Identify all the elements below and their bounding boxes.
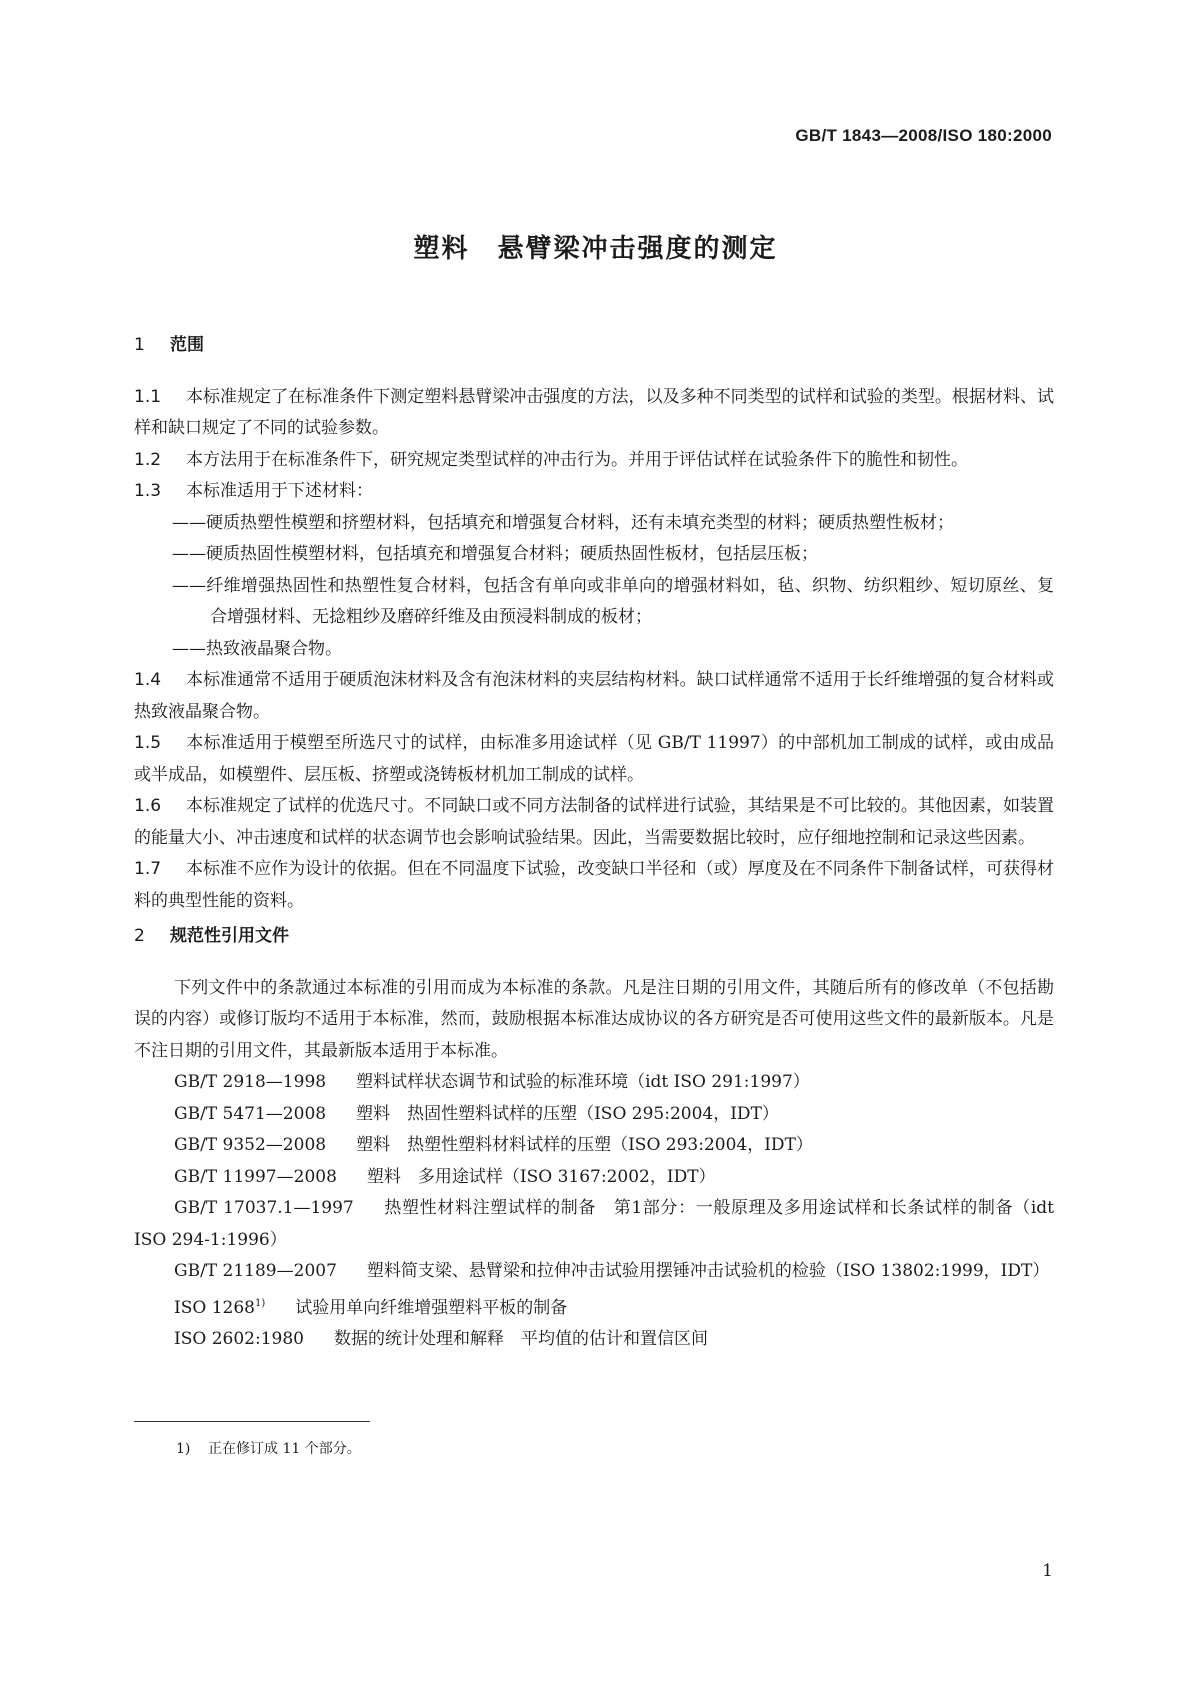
- clause-text: 本标准规定了试样的优选尺寸。不同缺口或不同方法制备的试样进行试验，其结果是不可比较的。其他因素，如装置的能量大小、冲击速度和试样的状态调节也会影响试验结果。因此，当需要数据比较时，应仔细地控制和记录这些因素。: [134, 796, 1054, 848]
- reference-code: ISO 1268: [174, 1297, 255, 1318]
- section-title: 规范性引用文件: [170, 926, 289, 946]
- section-heading-normative-references: [134, 921, 1054, 953]
- standard-code: GB/T 1843—2008/ISO 180:2000: [795, 126, 1052, 145]
- reference-code: ISO 2602:1980: [174, 1329, 304, 1349]
- footnote-marker: 1): [254, 1297, 266, 1309]
- clause-text: 本标准适用于模塑至所选尺寸的试样，由标准多用途试样（见 GB/T 11997）的中部机加工制成的试样，或由成品或半成品，如模塑件、层压板、挤塑或浇铸板材机加工制成的试样。: [134, 733, 1054, 785]
- reference-item: [174, 1130, 1054, 1162]
- reference-item: [174, 1288, 1054, 1325]
- footnote: [176, 1438, 361, 1458]
- clause-number: 1.5: [134, 733, 162, 753]
- clause-text: 本方法用于在标准条件下，研究规定类型试样的冲击行为。并用于评估试样在试验条件下的脆性和韧性。: [186, 449, 968, 470]
- section-heading-scope: [134, 330, 1054, 362]
- reference-title: 数据的统计处理和解释 平均值的估计和置信区间: [333, 1329, 708, 1349]
- reference-code: GB/T 11997—2008: [174, 1166, 337, 1187]
- footnote-text: 正在修订成 11 个部分。: [208, 1441, 361, 1457]
- clause-number: 1.7: [134, 859, 162, 879]
- document-title: 塑料 悬臂梁冲击强度的测定: [413, 234, 778, 264]
- clause-1-1: [134, 382, 1054, 445]
- reference-code: GB/T 2918—1998: [174, 1072, 327, 1092]
- clause-text: 本标准规定了在标准条件下测定塑料悬臂梁冲击强度的方法，以及多种不同类型的试样和试验的类型。根据材料、试样和缺口规定了不同的试验参数。: [134, 386, 1054, 438]
- list-item: ——纤维增强热固性和热塑性复合材料，包括含有单向或非单向的增强材料如，毡、织物、纺织粗纱、短切原丝、复合增强材料、无捻粗纱及磨碎纤维及由预浸料制成的板材；: [172, 575, 1054, 627]
- clause-1-6: [134, 791, 1054, 854]
- clause-1-5: [134, 728, 1054, 791]
- reference-item: [134, 1193, 1054, 1256]
- clause-1-7: [134, 854, 1054, 917]
- clause-text: 本标准通常不适用于硬质泡沫材料及含有泡沫材料的夹层结构材料。缺口试样通常不适用于长纤维增强的复合材料或热致液晶聚合物。: [134, 670, 1054, 722]
- reference-title: 热塑性材料注塑试样的制备 第1部分：一般原理及多用途试样和长条试样的制备（idt ISO 294-1:1996）: [134, 1198, 1054, 1250]
- clause-number: 1.1: [134, 386, 162, 407]
- reference-code: GB/T 21189—2007: [174, 1261, 337, 1281]
- list-item: ——硬质热固性模塑材料，包括填充和增强复合材料；硬质热固性板材，包括层压板；: [172, 544, 818, 564]
- reference-item: [174, 1324, 1054, 1356]
- clause-number: 1.4: [134, 670, 162, 690]
- clause-text: 本标准适用于下述材料：: [186, 481, 373, 501]
- clause-text: 本标准不应作为设计的依据。但在不同温度下试验，改变缺口半径和（或）厚度及在不同条件下制备试样，可获得材料的典型性能的资料。: [134, 859, 1054, 911]
- list-item: ——硬质热塑性模塑和挤塑材料，包括填充和增强复合材料，还有未填充类型的材料；硬质热塑性板材；: [172, 512, 954, 533]
- section-number: 1: [134, 335, 145, 355]
- reference-title: 塑料 多用途试样（ISO 3167:2002，IDT）: [366, 1166, 716, 1187]
- reference-title: 试验用单向纤维增强塑料平板的制备: [295, 1297, 568, 1318]
- section-number: 2: [134, 926, 145, 946]
- footnote-divider: [134, 1421, 370, 1422]
- reference-title: 塑料试样状态调节和试验的标准环境（idt ISO 291:1997）: [356, 1072, 810, 1092]
- clause-1-2: [134, 445, 1054, 477]
- clause-1-4: [134, 665, 1054, 728]
- footnote-mark: 1): [176, 1441, 191, 1457]
- reference-code: GB/T 17037.1—1997: [174, 1198, 354, 1218]
- reference-item: [174, 1162, 1054, 1194]
- reference-item: [134, 1256, 1054, 1288]
- reference-item: [174, 1067, 1054, 1099]
- reference-title: 塑料简支梁、悬臂梁和拉伸冲击试验用摆锤冲击试验机的检验（ISO 13802:1999，IDT）: [366, 1261, 1050, 1281]
- clause-number: 1.6: [134, 796, 162, 816]
- section-title: 范围: [170, 335, 204, 355]
- document-body: [134, 330, 1054, 1356]
- clause-1-3: [134, 476, 1054, 508]
- clause-number: 1.2: [134, 449, 162, 470]
- references-intro: 下列文件中的条款通过本标准的引用而成为本标准的条款。凡是注日期的引用文件，其随后所有的修改单（不包括勘误的内容）或修订版均不适用于本标准，然而，鼓励根据本标准达成协议的各方研究是否可使用这些文件的最新版本。凡是不注日期的引用文件，其最新版本适用于本标准。: [134, 977, 1054, 1061]
- list-item: ——热致液晶聚合物。: [172, 638, 342, 659]
- clause-number: 1.3: [134, 481, 162, 501]
- reference-item: [174, 1099, 1054, 1131]
- reference-title: 塑料 热塑性塑料材料试样的压塑（ISO 293:2004，IDT）: [356, 1135, 813, 1155]
- reference-code: GB/T 9352—2008: [174, 1135, 327, 1155]
- page-number: 1: [1042, 1561, 1053, 1581]
- reference-code: GB/T 5471—2008: [174, 1103, 327, 1124]
- reference-title: 塑料 热固性塑料试样的压塑（ISO 295:2004，IDT）: [356, 1103, 779, 1124]
